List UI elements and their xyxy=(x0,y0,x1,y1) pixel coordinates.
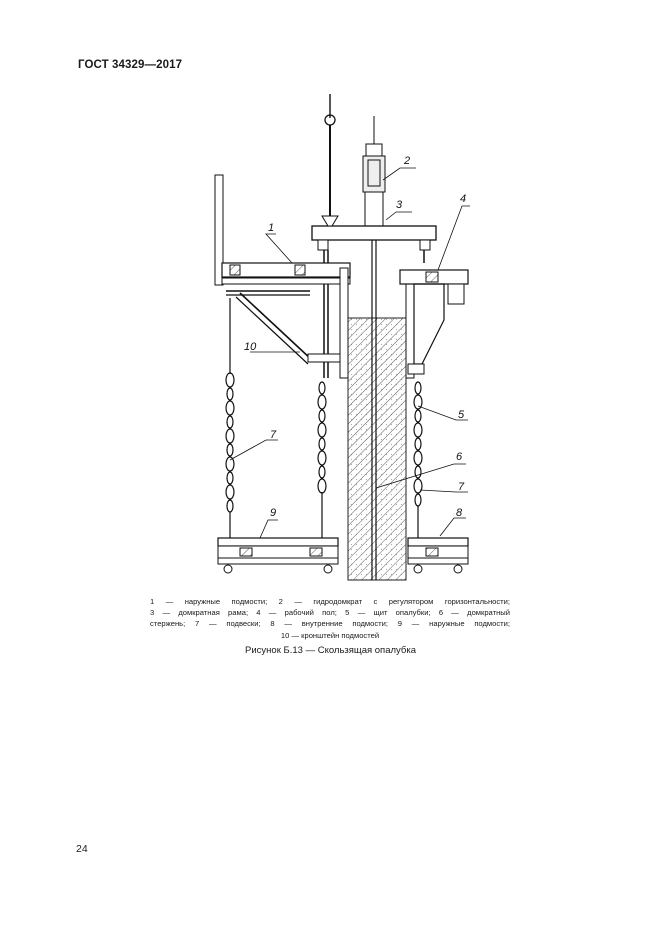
legend-line-1: 1 — наружные подмости; 2 — гидродомкрат с регулятором горизонтальности; xyxy=(150,597,510,606)
label-2: 2 xyxy=(404,155,411,167)
label-3: 3 xyxy=(396,199,403,211)
document-header: ГОСТ 34329—2017 xyxy=(78,59,183,71)
sliding-formwork-drawing xyxy=(200,88,520,588)
figure-caption: Рисунок Б.13 — Скользящая опалубка xyxy=(245,645,416,656)
outer-scaffold-bottom xyxy=(218,538,338,573)
label-9: 9 xyxy=(270,507,277,519)
label-10: 10 xyxy=(244,341,257,353)
legend-line-3: стержень; 7 — подвески; 8 — внутренние подмости; 9 — наружные подмости; xyxy=(150,619,510,629)
label-6: 6 xyxy=(456,451,463,463)
label-1: 1 xyxy=(268,222,275,234)
hydraulic-jack xyxy=(363,116,385,226)
label-5: 5 xyxy=(458,409,465,421)
label-4: 4 xyxy=(460,193,467,205)
crane-hook xyxy=(322,94,338,226)
formwork-panel-left xyxy=(340,268,348,378)
legend-line-4: 10 — кронштейн подмостей xyxy=(280,630,380,640)
label-8: 8 xyxy=(456,507,463,519)
label-7-right: 7 xyxy=(458,481,465,493)
label-7-left: 7 xyxy=(270,429,277,441)
figure-sliding-formwork xyxy=(200,88,520,588)
inner-scaffold-bottom xyxy=(408,538,468,573)
formwork-panel-right xyxy=(406,278,414,378)
page-number: 24 xyxy=(76,843,88,855)
legend-line-2: 3 — домкратная рама; 4 — рабочий пол; 5 — щит опалубки; 6 — домкратный xyxy=(150,608,510,618)
figure-legend xyxy=(150,596,510,641)
